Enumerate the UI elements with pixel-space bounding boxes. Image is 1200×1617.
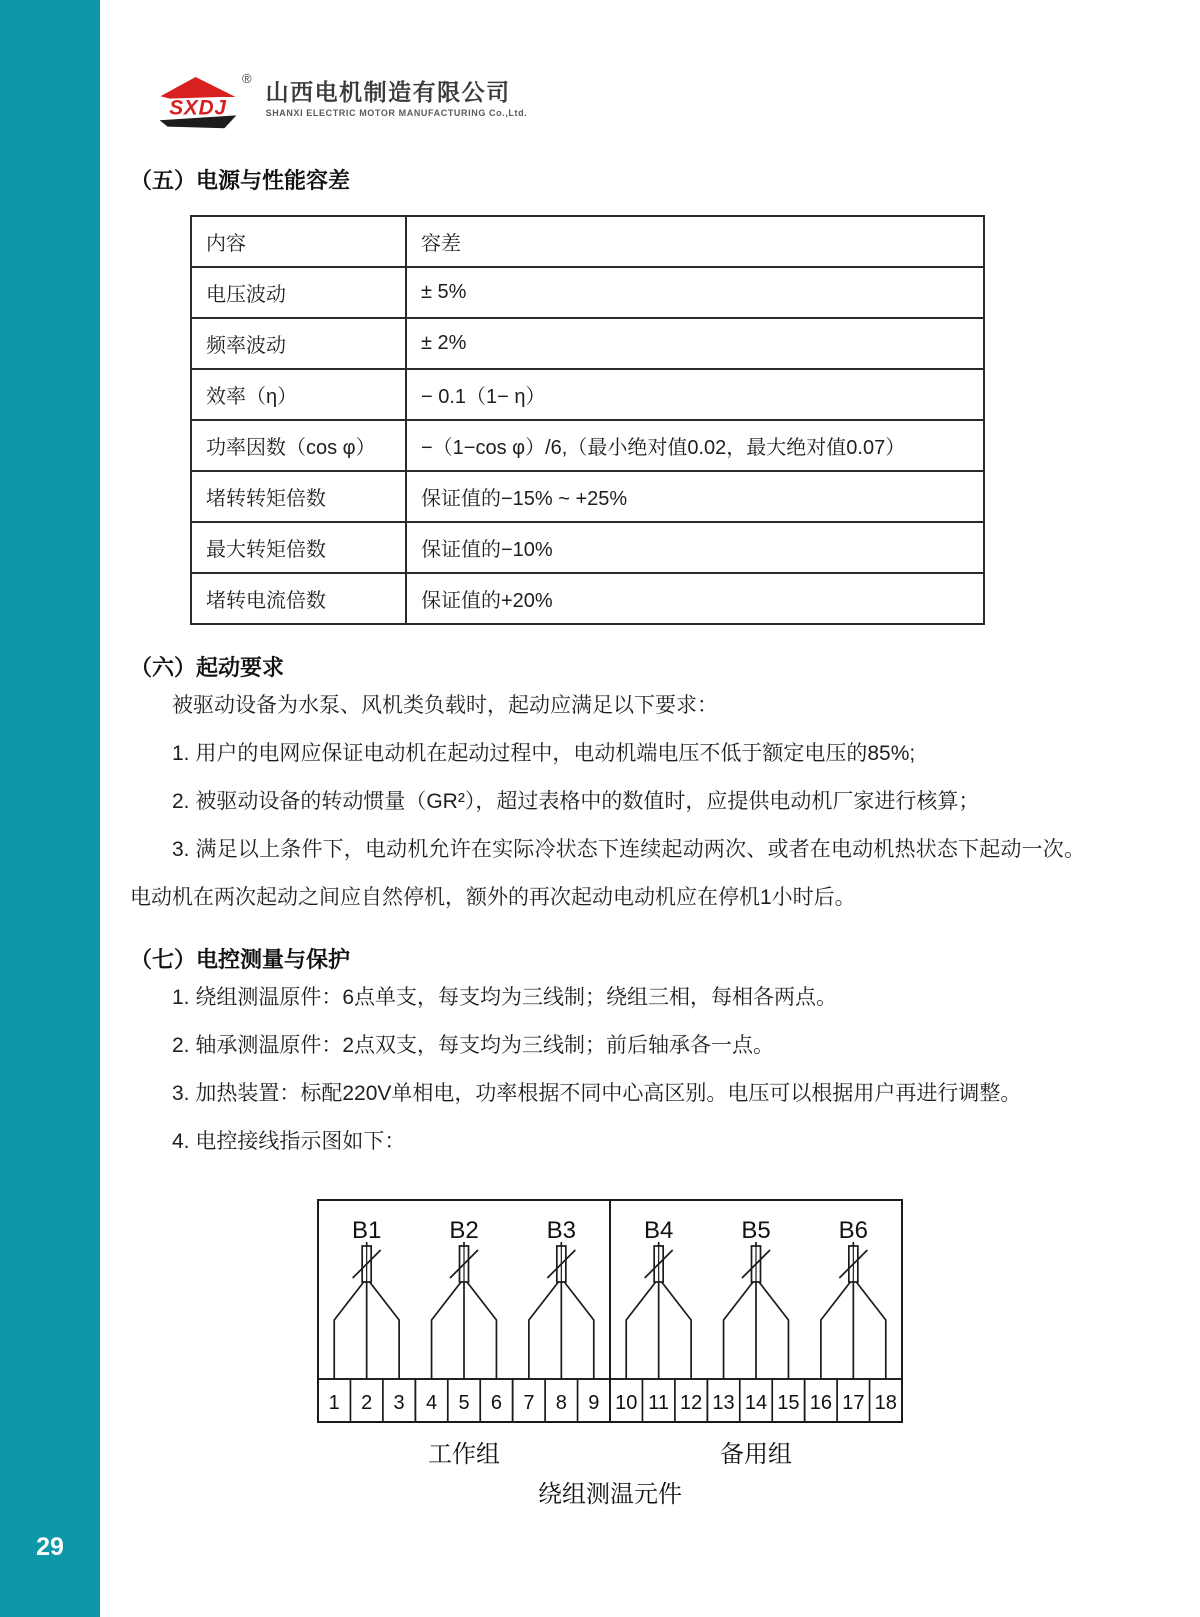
wiring-diagram-svg bbox=[310, 1192, 910, 1510]
diagram-group-label-spare: 备用组 bbox=[720, 1440, 792, 1468]
table-header-tolerance: 容差 bbox=[406, 216, 984, 267]
terminal-number: 2 bbox=[361, 1391, 373, 1414]
company-logo bbox=[158, 72, 1085, 132]
terminal-number: 1 bbox=[328, 1391, 340, 1414]
sensor-left-wire bbox=[724, 1282, 753, 1379]
table-row bbox=[191, 420, 984, 471]
table-row bbox=[191, 369, 984, 420]
company-name-cn: 山西电机制造有限公司 bbox=[265, 79, 511, 105]
sensor-left-wire bbox=[432, 1282, 461, 1379]
page-number: 29 bbox=[36, 1533, 64, 1561]
table-cell: ± 5% bbox=[406, 267, 984, 318]
section6-intro: 被驱动设备为水泵、风机类负载时，起动应满足以下要求： bbox=[172, 694, 718, 717]
terminal-number: 18 bbox=[874, 1391, 897, 1414]
sensor-right-wire bbox=[467, 1282, 496, 1379]
sensor-label: B4 bbox=[643, 1216, 674, 1244]
terminal-number: 3 bbox=[393, 1391, 405, 1414]
table-cell: 保证值的−10% bbox=[406, 522, 984, 573]
table-cell: 堵转电流倍数 bbox=[191, 573, 406, 624]
terminal-number: 7 bbox=[523, 1391, 535, 1414]
terminal-number: 14 bbox=[744, 1391, 768, 1414]
table-row bbox=[191, 522, 984, 573]
sensor-right-wire bbox=[564, 1282, 593, 1379]
tolerance-table-body bbox=[191, 267, 984, 624]
table-row bbox=[191, 471, 984, 522]
sensor-label: B2 bbox=[449, 1216, 479, 1244]
diagram-caption: 绕组测温元件 bbox=[538, 1480, 682, 1508]
sensor-right-wire bbox=[856, 1282, 885, 1379]
terminal-number: 5 bbox=[458, 1391, 470, 1414]
sensor-left-wire bbox=[821, 1282, 850, 1379]
section7-item-4: 4. 电控接线指示图如下： bbox=[172, 1130, 406, 1153]
terminal-number: 12 bbox=[679, 1391, 703, 1414]
section6-item-1: 1. 用户的电网应保证电动机在起动过程中，电动机端电压不低于额定电压的85%; bbox=[172, 741, 916, 765]
table-cell: 效率（η） bbox=[191, 369, 406, 420]
section7-item-2: 2. 轴承测温原件：2点双支，每支均为三线制；前后轴承各一点。 bbox=[172, 1034, 775, 1058]
table-header-row bbox=[191, 216, 984, 267]
sensor-label: B1 bbox=[351, 1216, 382, 1244]
logo-roof-shape bbox=[160, 77, 235, 99]
section5-heading: （五）电源与性能容差 bbox=[130, 168, 351, 193]
sensor-right-wire bbox=[662, 1282, 691, 1379]
table-row bbox=[191, 267, 984, 318]
table-header-content: 内容 bbox=[191, 216, 406, 267]
section6-heading: （六）起动要求 bbox=[130, 655, 285, 680]
section6-item-3: 3. 满足以上条件下，电动机允许在实际冷状态下连续起动两次、或者在电动机热状态下起动一次。电动机在两次起动之间应自然停机，额外的再次起动电动机应在停机1小时后。 bbox=[130, 837, 1085, 909]
page-content bbox=[130, 0, 1085, 1515]
terminal-number: 17 bbox=[842, 1391, 865, 1414]
diagram-group-label-working: 工作组 bbox=[428, 1440, 500, 1468]
table-cell: 最大转矩倍数 bbox=[191, 522, 406, 573]
terminal-number: 15 bbox=[777, 1391, 800, 1414]
terminal-number: 10 bbox=[615, 1391, 638, 1414]
table-cell: 堵转转矩倍数 bbox=[191, 471, 406, 522]
terminal-number: 13 bbox=[712, 1391, 735, 1414]
terminal-number: 4 bbox=[425, 1391, 438, 1414]
registered-mark: ® bbox=[242, 71, 252, 86]
company-logo-icon bbox=[158, 72, 238, 130]
wiring-diagram bbox=[310, 1192, 910, 1515]
table-row bbox=[191, 573, 984, 624]
sensor-label: B6 bbox=[838, 1216, 869, 1244]
svg-text:SXDJ: SXDJ bbox=[169, 96, 227, 120]
table-cell: 保证值的+20% bbox=[406, 573, 984, 624]
section6-item-2: 2. 被驱动设备的转动惯量（GR²），超过表格中的数值时，应提供电动机厂家进行核算； bbox=[172, 789, 980, 813]
table-cell: − 0.1（1− η） bbox=[406, 369, 984, 420]
section7-item-3: 3. 加热装置：标配220V单相电，功率根据不同中心高区别。电压可以根据用户再进行调整。 bbox=[172, 1082, 1022, 1106]
sensor-label: B5 bbox=[741, 1216, 771, 1244]
terminal-number: 6 bbox=[490, 1391, 503, 1414]
table-cell: 频率波动 bbox=[191, 318, 406, 369]
sensor-right-wire bbox=[759, 1282, 788, 1379]
terminal-number: 9 bbox=[588, 1391, 600, 1414]
sensor-left-wire bbox=[626, 1282, 655, 1379]
table-cell: 电压波动 bbox=[191, 267, 406, 318]
sensor-left-wire bbox=[529, 1282, 558, 1379]
company-name-en: SHANXI ELECTRIC MOTOR MANUFACTURING Co.,Ltd. bbox=[265, 108, 528, 119]
section7-item-1: 1. 绕组测温原件：6点单支，每支均为三线制；绕组三相，每相各两点。 bbox=[172, 986, 838, 1010]
sensor-right-wire bbox=[370, 1282, 399, 1379]
sensor-label: B3 bbox=[546, 1216, 577, 1244]
table-cell: 保证值的−15% ~ +25% bbox=[406, 471, 984, 522]
table-cell: −（1−cos φ）/6,（最小绝对值0.02，最大绝对值0.07） bbox=[406, 420, 984, 471]
terminal-number: 11 bbox=[648, 1391, 670, 1414]
section7-heading: （七）电控测量与保护 bbox=[130, 947, 351, 973]
sensor-left-wire bbox=[334, 1282, 363, 1379]
company-name-block bbox=[266, 72, 528, 118]
terminal-number: 16 bbox=[809, 1391, 833, 1414]
table-row bbox=[191, 318, 984, 369]
terminal-number: 8 bbox=[555, 1391, 567, 1414]
left-accent-band bbox=[0, 0, 100, 1617]
tolerance-table bbox=[190, 215, 985, 625]
table-cell: ± 2% bbox=[406, 318, 984, 369]
table-cell: 功率因数（cos φ） bbox=[191, 420, 406, 471]
